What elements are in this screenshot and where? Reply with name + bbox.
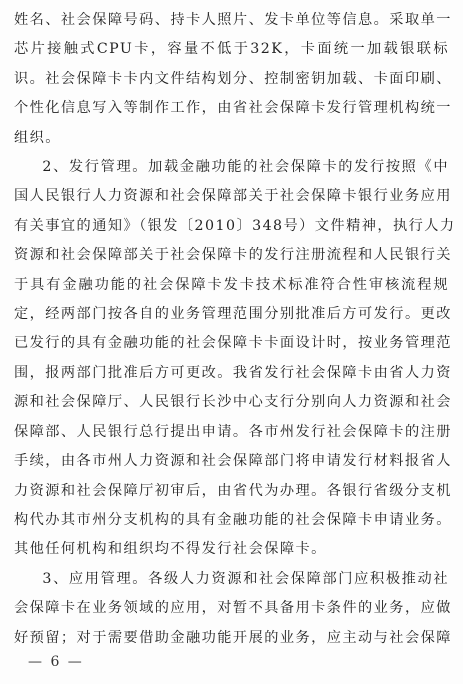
page-number: — 6 — [28, 654, 84, 670]
text-line: 手续，由各市州人力资源和社会保障部门将申请发行材料报省人 [14, 453, 452, 470]
text-line: 个性化信息写入等制作工作，由省社会保障卡发行管理机构统一 [14, 100, 452, 117]
text-line: 会保障卡在业务领域的应用，对暂不具备用卡条件的业务，应做 [14, 600, 452, 617]
text-line: 保障部、人民银行总行提出申请。各市州发行社会保障卡的注册 [14, 423, 452, 440]
paragraph-issuance-management [14, 153, 456, 565]
text-line: 姓名、社会保障号码、持卡人照片、发卡单位等信息。采取单一 [14, 12, 452, 28]
text-line: 于具有金融功能的社会保障卡发卡技术标准符合性审核流程规 [14, 276, 449, 293]
paragraph-application-management [14, 565, 452, 653]
text-line: 芯片接触式CPU卡，容量不低于32K，卡面统一加载银联标 [14, 41, 449, 58]
text-line: 其他任何机构和组织均不得发行社会保障卡。 [14, 541, 327, 558]
paragraph-card-info [14, 6, 452, 153]
text-line: 组织。 [14, 129, 61, 146]
text-line: 3、应用管理。各级人力资源和社会保障部门应积极推动社 [42, 570, 449, 587]
text-line: 2、发行管理。加载金融功能的社会保障卡的发行按照《中 [42, 159, 449, 176]
text-line: 国人民银行人力资源和社会保障部关于社会保障卡银行业务应用 [14, 188, 452, 205]
text-line: 资源和社会保障部关于社会保障卡的发行注册流程和人民银行关 [14, 247, 452, 264]
text-line: 构代办其市州分支机构的具有金融功能的社会保障卡申请业务。 [14, 511, 452, 528]
text-line: 源和社会保障厅、人民银行长沙中心支行分别向人力资源和社会 [14, 394, 452, 411]
text-line: 已发行的具有金融功能的社会保障卡卡面设计时，按业务管理范 [14, 335, 452, 352]
text-line: 力资源和社会保障厅初审后，由省代为办理。各银行省级分支机 [14, 482, 452, 499]
text-line: 识。社会保障卡卡内文件结构划分、控制密钥加载、卡面印刷、 [14, 70, 452, 87]
text-line: 好预留；对于需要借助金融功能开展的业务，应主动与社会保障 [14, 629, 452, 646]
text-line: 有关事宜的通知》（银发〔2010〕348号）文件精神，执行人力 [14, 217, 456, 234]
text-line: 定，经两部门按各自的业务管理范围分别批准后方可发行。更改 [14, 306, 452, 323]
text-line: 围，报两部门批准后方可更改。我省发行社会保障卡由省人力资 [14, 364, 452, 381]
